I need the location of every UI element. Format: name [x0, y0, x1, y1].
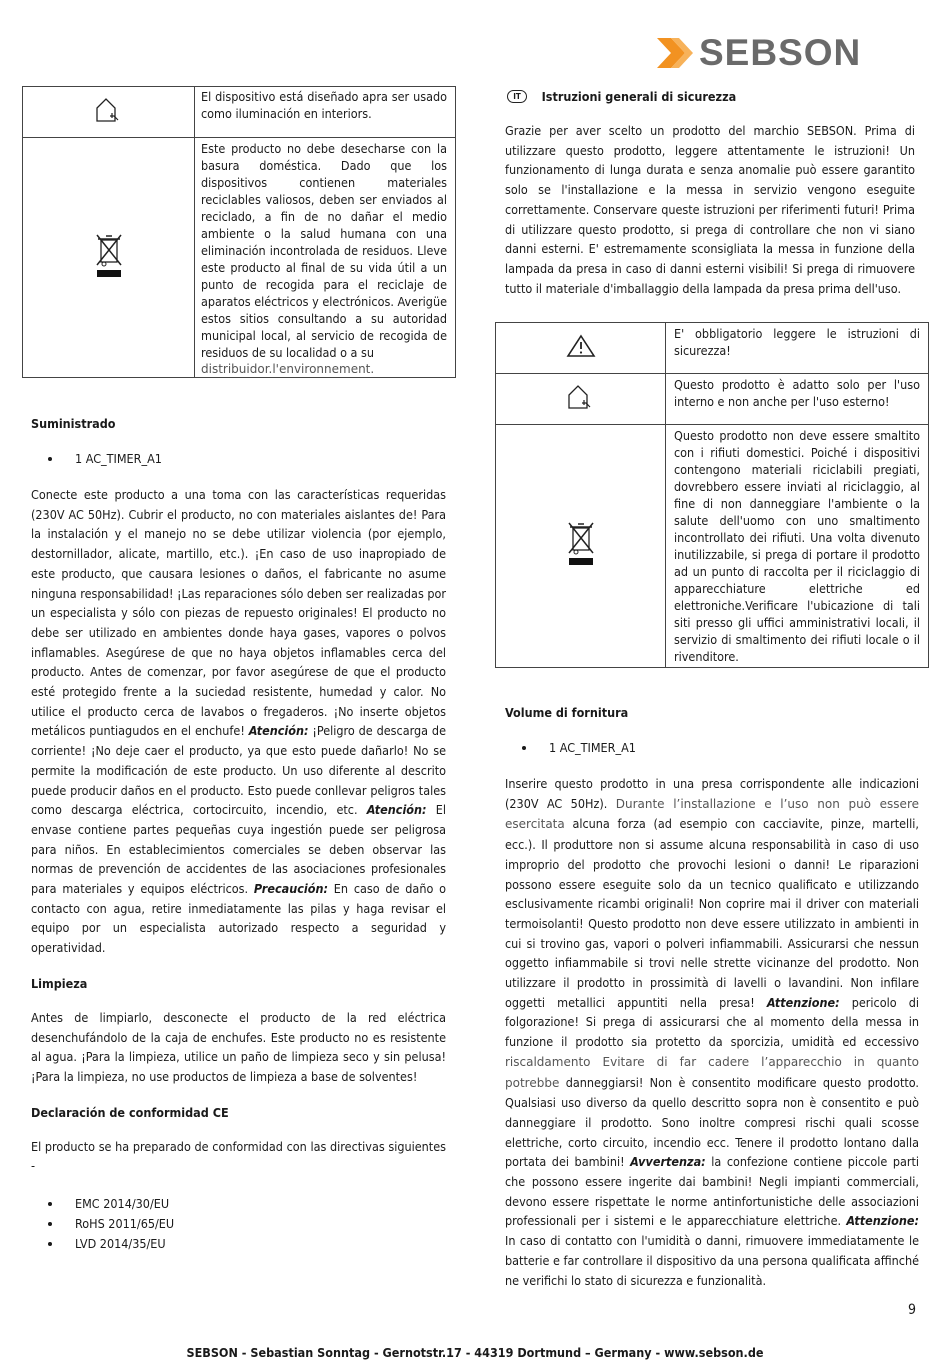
list-item: • 1 AC_TIMER_A1	[537, 738, 919, 758]
house-indoor-icon	[565, 383, 597, 411]
warning-label: Atención:	[248, 723, 309, 739]
page-number: 9	[908, 1302, 917, 1318]
house-indoor-icon	[93, 96, 125, 124]
es-ce-heading: Declaración de conformidad CE	[31, 1104, 229, 1120]
es-disposal-tail: distribuidor.l'environnement.	[201, 362, 375, 376]
es-supplied-heading: Suministrado	[31, 416, 116, 431]
list-item: • RoHS 2011/65/EU	[63, 1214, 446, 1234]
it-supply-heading: Volume di fornitura	[505, 705, 629, 720]
it-heading: Istruzioni generali di sicurezza	[541, 89, 737, 104]
crossed-bin-icon	[566, 520, 596, 568]
table-row	[23, 87, 456, 138]
it-section-header	[507, 86, 921, 105]
warning-label: Attenzione:	[766, 994, 840, 1010]
es-column	[31, 416, 446, 1254]
brand-name: SEBSON	[699, 32, 862, 73]
it-intro-text: Grazie per aver scelto un prodotto del marchio SEBSON. Prima di utilizzare questo prodotto, leggere attentamente le istruzioni! Un funzionamento di lunga durata e senza anomalie può essere garantito solo se l'installazione e la messa in servizio vengono eseguite correttamente. Conservare queste istruzioni per riferimenti futuri! Prima di utilizzare questo prodotto, si prega di controllare che non vi siano danni esterni. E' estremamente sconsigliata la messa in funzione della lampada da presa in caso di danni esterni visibili! Si prega di rimuovere tutto il materiale d'imballaggio della lampada da presa prima dell'uso.	[505, 123, 915, 296]
table-row	[496, 323, 929, 374]
list-item: • 1 AC_TIMER_A1	[63, 449, 446, 469]
it-safety-text: Inserire questo prodotto in una presa corrispondente alle indicazioni (230V AC 50Hz). Durante l’installazione e l’uso non può essere esercitata alcuna forza (ad esempio con cacciavite, pinze, martelli, ecc.). Il produttore non si assume alcuna responsabilità in caso di uso improprio del prodotto che provochi lesioni o danni! Le riparazioni possono essere eseguite solo da un tecnico qualificato e utilizzando esclusivamente ricambi originali! Non coprire mai il driver con materiali termoisolanti! Questo prodotto non deve essere utilizzato in ambienti in cui si trovino gas, vapori o polveri infiammabili. Assicurarsi che nessun oggetto infiammabile si trovi nelle strette vicinanze del prodotto. Non utilizzare il prodotto in prossimità di lavelli o lavandini. Non infilare oggetti metallici appuntiti nella presa! Attenzione: pericolo di folgorazione! Si prega di assicurarsi che al momento della messa in funzione il prodotto sia protetto da sporcizia, umidità ed eccessivo riscaldamento Evitare di far cadere l’apparecchio in quanto potrebbe danneggiarsi! Non è consentito modificare questo prodotto. Qualsiasi uso diverso da quello descritto sopra non è consentito e può danneggiare il prodotto. Sono inoltre compresi rischi quali scosse elettriche, corto circuito, incendio ecc. Tenere il prodotto lontano dalla portata dei bambini! Avvertenza: la confezione contiene piccole parti che possono essere ingerite dai bambini! Negli impianti commerciali, devono essere rispettate le norme antinfortunistiche delle associazioni professionali per i sistemi e le apparecchiature elettriche. Attenzione: In caso di contatto con l'umidità o danni, rimuovere immediatamente le batterie e far controllare il dispositivo da una persona qualificata affinché ne verifichi lo stato di sicurezza e funzionalità.	[505, 776, 919, 1288]
es-indoor-text: El dispositivo está diseñado apra ser usado como iluminación en interiors.	[201, 89, 447, 121]
list-item: • LVD 2014/35/EU	[63, 1234, 446, 1254]
table-row	[496, 374, 929, 425]
warning-label: Precaución:	[253, 881, 328, 897]
es-cleaning-text: Antes de limpiarlo, desconecte el producto de la red eléctrica desenchufándolo de la caja de enchufes. Este producto no es resistente al agua. ¡Para la limpieza, utilice un paño de limpieza seco y sin pelusa! ¡Para la limpieza, no use productos de limpieza a base de solventes!	[31, 1009, 446, 1084]
it-column	[505, 705, 919, 1290]
brand-logo	[655, 34, 865, 74]
it-supply-list	[537, 738, 919, 758]
footer-address: SEBSON - Sebastian Sonntag - Gernotstr.17 - 44319 Dortmund – Germany - www.sebson.de	[186, 1345, 764, 1360]
it-indoor-text: Questo prodotto è adatto solo per l'uso interno e non anche per l'uso esterno!	[674, 377, 920, 409]
warning-label: Atención:	[366, 802, 427, 818]
table-row	[23, 138, 456, 378]
brand-chevron-icon	[655, 36, 695, 70]
warning-label: Attenzione:	[846, 1213, 919, 1229]
es-symbol-table	[22, 86, 456, 378]
language-badge: IT	[507, 90, 527, 103]
es-ce-list	[63, 1194, 446, 1254]
es-safety-text: Conecte este producto a una toma con las características requeridas (230V AC 50Hz). Cubrir el producto, no con materiales aislantes de! Para la instalación y el manejo no se debe utilizar violencia (por ejemplo, destornillador, alicate, martillo, etc.). ¡En caso de uso inapropiado de este producto, que causara lesiones o daños, el fabricante no asume ninguna responsabilidad! ¡Las reparaciones sólo deben ser realizadas por un especialista y sólo con piezas de repuesto originales! El producto no debe ser utilizado en ambientes donde haya gases, vapores o polvos inflamables. Asegúrese de que no haya objetos inflamables cerca del producto. Antes de comenzar, por favor asegúrese de que el producto esté protegido frente a la suciedad resistente, humedad y calor. No utilice el producto cerca de lavabos o fregaderos. ¡No inserte objetos metálicos puntiagudos en el enchufe! Atención: ¡Peligro de descarga de corriente! ¡No deje caer el producto, ya que esto puede dañarlo! No se permite la modificación de este producto. Un uso diferente al descrito puede producir daños en el producto. Esto puede conllevar peligros tales como descarga eléctrica, cortocircuito, incendio, etc. Atención: El envase contiene partes pequeñas cuya ingestión puede ser peligrosa para niños. En establecimientos comerciales se deben observar las normas de prevención de accidentes de las asociaciones profesionales para materiales y equipos eléctricos. Precaución: En caso de daño o contacto con agua, retire inmediatamente las pilas y haga revisar el equipo por un especialista autorizado respecto a seguridad y operatividad.	[31, 487, 447, 956]
it-symbol-table	[495, 322, 929, 668]
es-disposal-text: Este producto no debe desecharse con la basura doméstica. Dado que los dispositivos contienen materiales reciclables valiosos, deben ser enviados al reciclado, a fin de no dañar el medio ambiente o la salud humana con una eliminación incontrolada de residuos. Lleve este producto al final de su vida útil a un punto de recogida para el reciclaje de aparatos eléctricos y electrónicos. Averigüe estos sitios consultando a su autoridad municipal local, al servicio de recogida de residuos de su localidad o a su	[201, 141, 447, 360]
list-item: • EMC 2014/30/EU	[63, 1194, 446, 1214]
es-cleaning-heading: Limpieza	[31, 975, 88, 991]
warning-label: Avvertenza:	[630, 1154, 706, 1170]
it-disposal-text: Questo prodotto non deve essere smaltito con i rifiuti domestici. Poiché i dispositivi contengono materiali riciclabili pregiati, dovrebbero essere inviati al riciclaggio, al fine di non danneggiare l'ambiente o la salute dell'uomo con uno smaltimento incontrollato dei rifiuti. Una volta divenuto inutilizzabile, si prega di portare il prodotto ad un punto di raccolta per il riciclaggio di apparecchiature elettriche ed elettroniche.Verificare l'ubicazione di tali siti presso gli uffici amministrativi locali, il servizio di smaltimento dei rifiuti locale o il rivenditore.	[674, 428, 920, 664]
table-row	[496, 425, 929, 668]
warning-triangle-icon	[566, 334, 596, 358]
crossed-bin-icon	[94, 232, 124, 280]
it-read-instructions-text: E' obbligatorio leggere le istruzioni di sicurezza!	[674, 326, 920, 358]
es-ce-text: El producto se ha preparado de conformidad con las directivas siguientes -	[31, 1138, 446, 1174]
es-supplied-list	[63, 449, 446, 469]
